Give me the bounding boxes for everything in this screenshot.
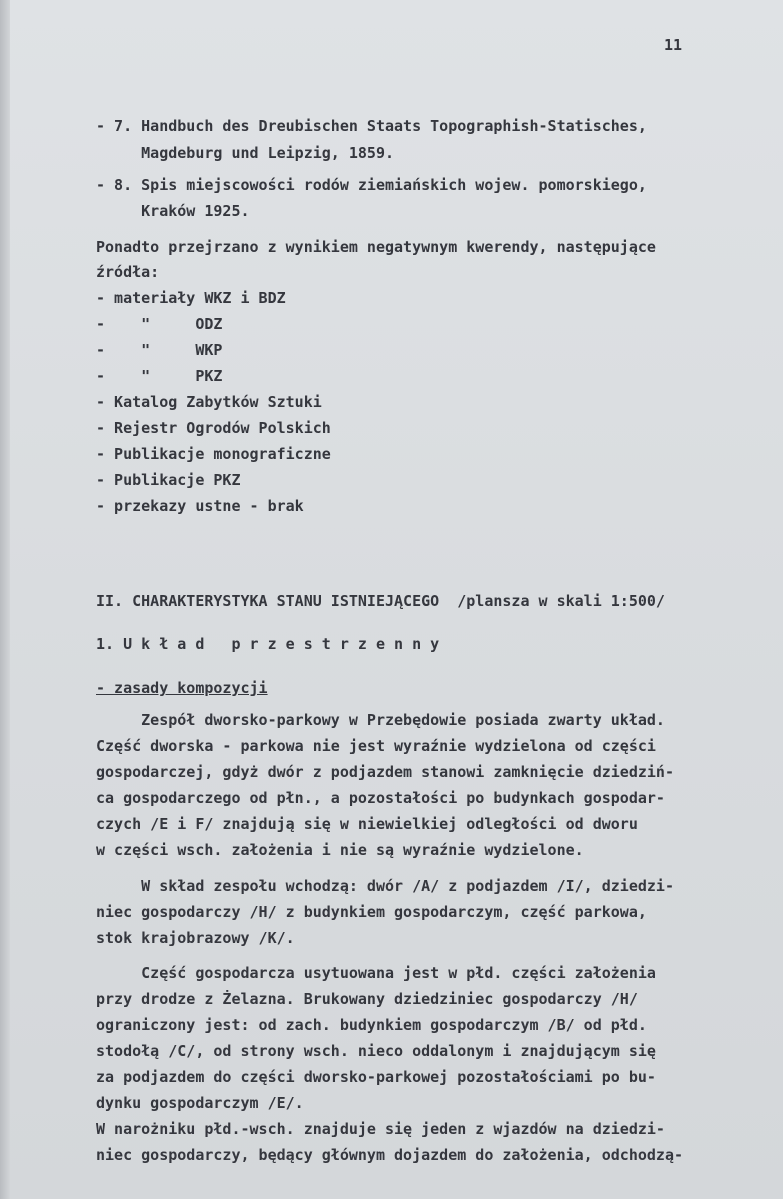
bibliography-item-8-line-1: - 8. Spis miejscowości rodów ziemiańskich wojew. pomorskiego, [96,176,647,194]
paragraph-line: za podjazdem do części dworsko-parkowej pozostałościami po bu- [96,1068,656,1086]
paragraph-line: Zespół dworsko-parkowy w Przebędowie posiada zwarty układ. [96,711,665,729]
source-list-item: - przekazy ustne - brak [96,497,304,515]
paragraph-line: przy drodze z Żelazna. Brukowany dziedziniec gospodarczy /H/ [96,990,638,1008]
subheading-composition: - zasady kompozycji [96,679,268,697]
bibliography-item-7-line-1: - 7. Handbuch des Dreubischen Staats Topographish-Statisches, [96,117,647,135]
sources-intro-line-2: źródła: [96,263,160,281]
paragraph-line: stodołą /C/, od strony wsch. nieco oddalonym i znajdującym się [96,1042,656,1060]
source-list-item: - " ODZ [96,315,223,333]
subsection-heading-1: 1. U k ł a d p r z e s t r z e n n y [96,635,440,653]
paragraph-line: ograniczony jest: od zach. budynkiem gospodarczym /B/ od płd. [96,1016,647,1034]
source-list-item: - Publikacje monograficzne [96,445,331,463]
bibliography-item-7-line-2: Magdeburg und Leipzig, 1859. [96,144,395,162]
paragraph-line: ca gospodarczego od płn., a pozostałości po budynkach gospodar- [96,789,665,807]
paragraph-line: czych /E i F/ znajdują się w niewielkiej odległości od dworu [96,815,638,833]
paragraph-line: W narożniku płd.-wsch. znajduje się jeden z wjazdów na dziedzi- [96,1120,665,1138]
page-edge-shadow [0,0,10,1199]
source-list-item: - " PKZ [96,367,223,385]
source-list-item: - Katalog Zabytków Sztuki [96,393,322,411]
paragraph-line: Część dworska - parkowa nie jest wyraźnie wydzielona od części [96,737,656,755]
source-list-item: - materiały WKZ i BDZ [96,289,286,307]
section-heading-ii: II. CHARAKTERYSTYKA STANU ISTNIEJĄCEGO /plansza w skali 1:500/ [96,592,665,610]
paragraph-line: Część gospodarcza usytuowana jest w płd. części założenia [96,964,656,982]
page-number: 11 [664,36,683,54]
bibliography-item-8-line-2: Kraków 1925. [96,202,250,220]
paragraph-line: gospodarczej, gdyż dwór z podjazdem stanowi zamknięcie dziedziń- [96,763,674,781]
source-list-item: - " WKP [96,341,223,359]
sources-intro-line-1: Ponadto przejrzano z wynikiem negatywnym kwerendy, następujące [96,238,656,256]
paragraph-line: W skład zespołu wchodzą: dwór /A/ z podjazdem /I/, dziedzi- [96,877,674,895]
paragraph-line: w części wsch. założenia i nie są wyraźnie wydzielone. [96,841,584,859]
paragraph-line: niec gospodarczy /H/ z budynkiem gospodarczym, część parkowa, [96,903,647,921]
source-list-item: - Publikacje PKZ [96,471,241,489]
paragraph-line: dynku gospodarczym /E/. [96,1094,304,1112]
paragraph-line: niec gospodarczy, będący głównym dojazdem do założenia, odchodzą- [96,1146,683,1164]
paragraph-line: stok krajobrazowy /K/. [96,929,295,947]
source-list-item: - Rejestr Ogrodów Polskich [96,419,331,437]
